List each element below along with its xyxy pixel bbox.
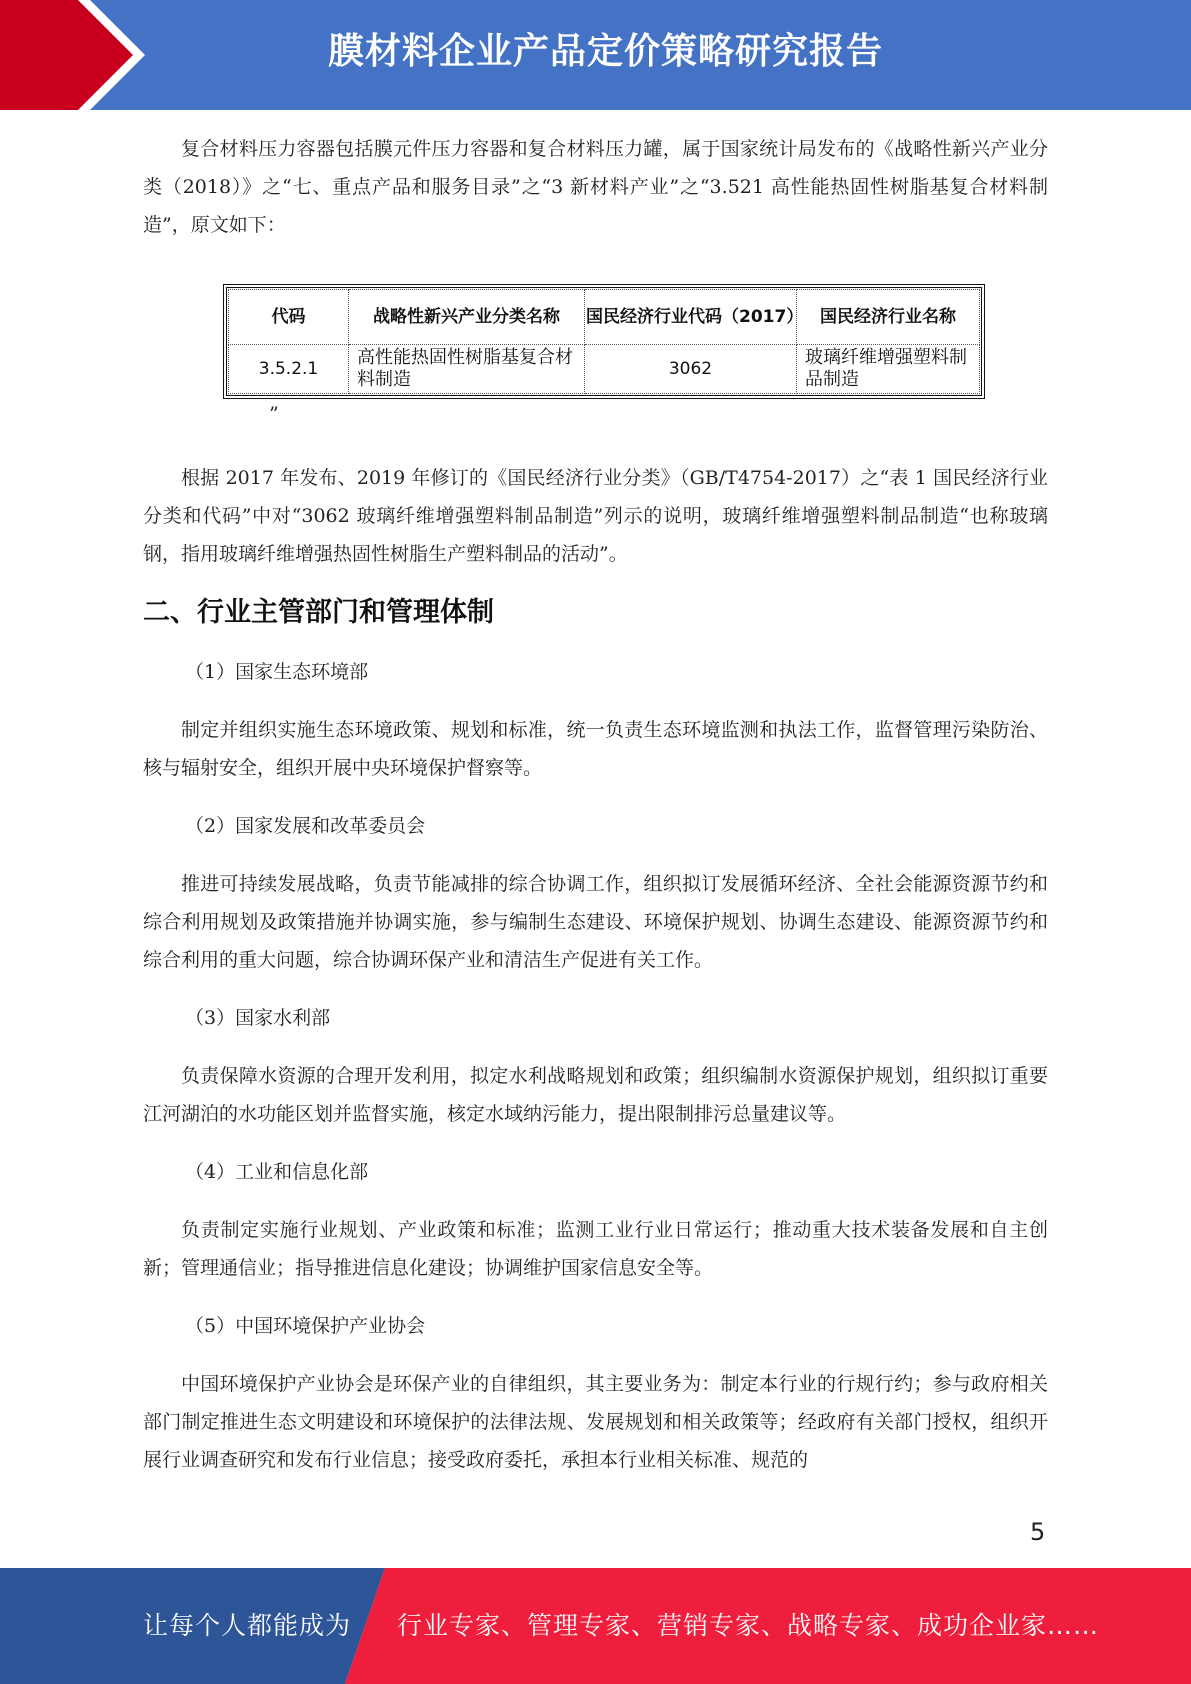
footer-slogan-right: 行业专家、管理专家、营销专家、战略专家、成功企业家……	[397, 1611, 1100, 1640]
page-number: 5	[1030, 1518, 1046, 1546]
table-row	[229, 345, 980, 394]
section-subtitle: （1）国家生态环境部	[185, 661, 369, 683]
table-cell: 3.5.2.1	[229, 345, 349, 394]
table-cell: 高性能热固性树脂基复合材料制造	[349, 345, 585, 394]
section-subtitle: （3）国家水利部	[185, 1007, 331, 1029]
main-content	[143, 130, 1048, 1479]
page-header	[0, 0, 1191, 110]
classification-paragraph: 根据 2017 年发布、2019 年修订的《国民经济行业分类》（GB/T4754-2017）之“表 1 国民经济行业分类和代码”中对“3062 玻璃纤维增强塑料制品制造”列示的说明，玻璃纤维增强塑料制品制造“也称玻璃钢，指用玻璃纤维增强热固性树脂生产塑料制品的活动”。	[143, 467, 1048, 565]
intro-paragraph: 复合材料压力容器包括膜元件压力容器和复合材料压力罐，属于国家统计局发布的《战略性新兴产业分类（2018）》之“七、重点产品和服务目录”之“3 新材料产业”之“3.521 高性能热固性树脂基复合材料制造”，原文如下：	[143, 138, 1048, 236]
table-header-cell: 国民经济行业名称	[797, 290, 980, 345]
footer-slogan-left: 让每个人都能成为	[143, 1611, 352, 1640]
page-footer	[0, 1568, 1191, 1684]
table-header-cell: 战略性新兴产业分类名称	[349, 290, 585, 345]
table-cell: 玻璃纤维增强塑料制品制造	[797, 345, 980, 394]
section-body: 负责保障水资源的合理开发利用，拟定水利战略规划和政策；组织编制水资源保护规划，组织拟订重要江河湖泊的水功能区划并监督实施，核定水域纳污能力，提出限制排污总量建议等。	[143, 1065, 1048, 1125]
section-subtitle: （2）国家发展和改革委员会	[185, 815, 426, 837]
section-subtitle: （4）工业和信息化部	[185, 1161, 369, 1183]
table-header-cell: 代码	[229, 290, 349, 345]
section-body: 负责制定实施行业规划、产业政策和标准；监测工业行业日常运行；推动重大技术装备发展和自主创新；管理通信业；指导推进信息化建设；协调维护国家信息安全等。	[143, 1219, 1048, 1279]
closing-quote: ”	[269, 403, 279, 425]
classification-table-frame	[223, 284, 985, 399]
report-title: 膜材料企业产品定价策略研究报告	[327, 31, 883, 72]
section-subtitle: （5）中国环境保护产业协会	[185, 1315, 426, 1337]
section-heading: 二、行业主管部门和管理体制	[143, 597, 494, 628]
table-header-row	[229, 290, 980, 345]
section-body: 中国环境保护产业协会是环保产业的自律组织，其主要业务为：制定本行业的行规行约；参与政府相关部门制定推进生态文明建设和环境保护的法律法规、发展规划和相关政策等；经政府有关部门授权，组织开展行业调查研究和发布行业信息；接受政府委托，承担本行业相关标准、规范的	[143, 1373, 1048, 1471]
table-header-cell: 国民经济行业代码（2017）	[585, 290, 797, 345]
section-body: 制定并组织实施生态环境政策、规划和标准，统一负责生态环境监测和执法工作，监督管理污染防治、核与辐射安全，组织开展中央环境保护督察等。	[143, 719, 1048, 779]
section-body: 推进可持续发展战略，负责节能减排的综合协调工作，组织拟订发展循环经济、全社会能源资源节约和综合利用规划及政策措施并协调实施，参与编制生态建设、环境保护规划、协调生态建设、能源资源节约和综合利用的重大问题，综合协调环保产业和清洁生产促进有关工作。	[143, 873, 1048, 971]
classification-table	[228, 289, 980, 394]
table-cell: 3062	[585, 345, 797, 394]
